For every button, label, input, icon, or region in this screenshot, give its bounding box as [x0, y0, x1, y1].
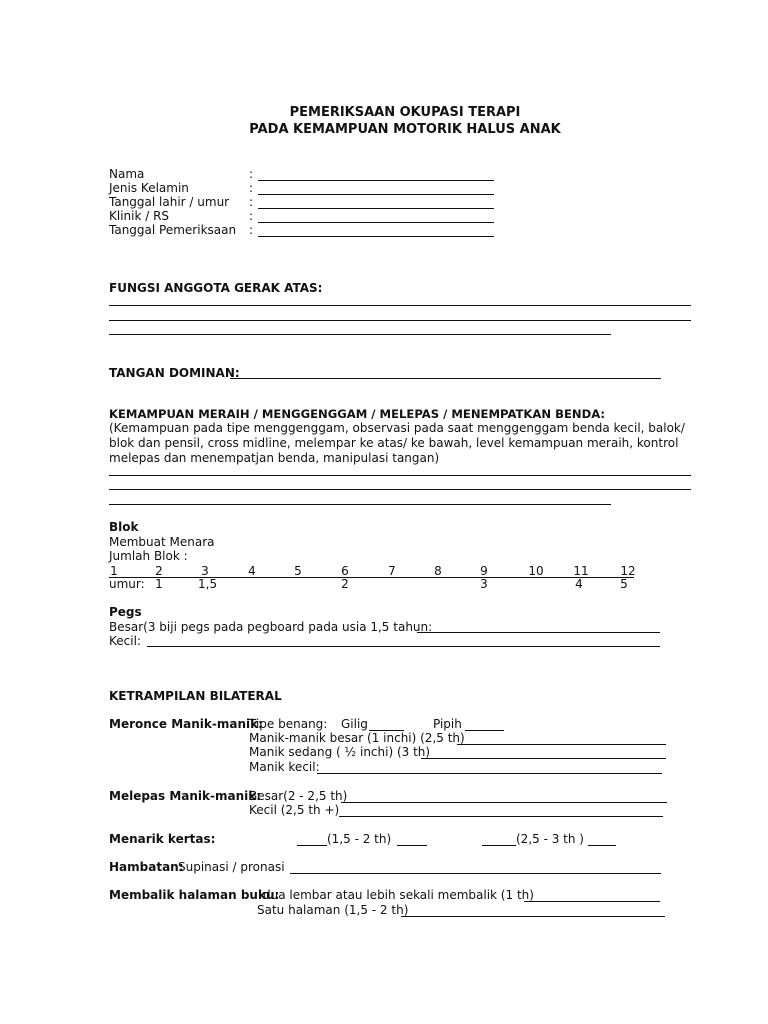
blok-count: 5	[294, 564, 302, 578]
blok-count: 7	[388, 564, 396, 578]
meronce-besar-label: Manik-manik besar (1 inchi) (2,5 th)	[249, 731, 465, 745]
field-colon: :	[249, 181, 254, 195]
melepas-label: Melepas Manik-manik:	[109, 789, 262, 803]
blok-count: 8	[434, 564, 442, 578]
tanggal-pemeriksaan-field-line[interactable]	[258, 236, 494, 237]
blok-umur-value: 2	[341, 577, 349, 591]
pegs-besar-label: Besar(3 biji pegs pada pegboard pada usia 1,5 tahun:	[109, 620, 433, 634]
meronce-kecil-label: Manik kecil:	[249, 760, 320, 774]
tangan-dominan-heading: TANGAN DOMINAN:	[109, 366, 240, 380]
meronce-kecil-line[interactable]	[317, 773, 662, 774]
melepas-kecil-line[interactable]	[339, 816, 663, 817]
menarik-label: Menarik kertas:	[109, 832, 216, 846]
pegs-heading: Pegs	[109, 605, 142, 619]
fungsi-answer-line-3[interactable]	[109, 334, 611, 335]
blok-count: 10	[528, 564, 544, 578]
blok-count: 3	[201, 564, 209, 578]
blok-umur-value: 1,5	[198, 577, 218, 591]
meronce-sedang-line[interactable]	[421, 758, 666, 759]
hambatan-line[interactable]	[290, 873, 661, 874]
hambatan-label: Hambatan:	[109, 860, 184, 874]
membalik-opt1-label: dua lembar atau lebih sekali membalik (1 th)	[263, 888, 534, 902]
menarik-opt1-post-line[interactable]	[397, 845, 427, 846]
form-title-line1: PEMERIKSAAN OKUPASI TERAPI	[289, 105, 521, 120]
menarik-opt2-label: (2,5 - 3 th )	[516, 832, 584, 846]
fungsi-answer-line-1[interactable]	[109, 305, 691, 306]
kemampuan-answer-line-1[interactable]	[109, 475, 691, 476]
field-label-tanggal-lahir: Tanggal lahir / umur	[109, 195, 230, 209]
melepas-besar-label: Besar(2 - 2,5 th)	[249, 789, 348, 803]
nama-field-line[interactable]	[258, 180, 494, 181]
field-label-klinik: Klinik / RS	[109, 209, 170, 223]
menarik-opt2-post-line[interactable]	[588, 845, 616, 846]
blok-umur-label: umur:	[109, 577, 145, 591]
hambatan-value: Supinasi / pronasi	[178, 860, 285, 874]
pegs-kecil-label: Kecil:	[109, 634, 141, 648]
meronce-pipih-line[interactable]	[465, 730, 504, 731]
membalik-label: Membalik halaman buku:	[109, 888, 280, 902]
field-label-jenis-kelamin: Jenis Kelamin	[109, 181, 189, 195]
blok-count: 2	[155, 564, 163, 578]
pegs-kecil-line[interactable]	[147, 646, 660, 647]
menarik-opt1-pre-line[interactable]	[297, 845, 327, 846]
fungsi-heading: FUNGSI ANGGOTA GERAK ATAS:	[109, 281, 323, 295]
blok-umur-value: 1	[155, 577, 163, 591]
kemampuan-answer-line-3[interactable]	[109, 504, 611, 505]
blok-sub-menara: Membuat Menara	[109, 535, 215, 549]
blok-sub-jumlah: Jumlah Blok :	[109, 549, 188, 563]
field-colon: :	[249, 195, 254, 209]
blok-count: 11	[573, 564, 589, 578]
field-colon: :	[249, 223, 254, 237]
melepas-besar-line[interactable]	[341, 802, 667, 803]
membalik-opt2-label: Satu halaman (1,5 - 2 th)	[257, 903, 409, 917]
field-colon: :	[249, 167, 254, 181]
meronce-pipih-label: Pipih	[433, 717, 462, 731]
field-colon: :	[249, 209, 254, 223]
tangan-dominan-line[interactable]	[230, 378, 661, 379]
meronce-tipe-label: Tipe benang:	[249, 717, 328, 731]
klinik-field-line[interactable]	[258, 222, 494, 223]
blok-umur-value: 3	[480, 577, 488, 591]
blok-umur-value: 5	[620, 577, 628, 591]
blok-count: 4	[248, 564, 256, 578]
blok-umur-value: 4	[575, 577, 583, 591]
form-title-line2: PADA KEMAMPUAN MOTORIK HALUS ANAK	[249, 122, 561, 137]
menarik-opt1-label: (1,5 - 2 th)	[327, 832, 392, 846]
blok-count: 1	[110, 564, 118, 578]
field-label-nama: Nama	[109, 167, 145, 181]
jenis-kelamin-field-line[interactable]	[258, 194, 494, 195]
meronce-gilig-label: Gilig	[341, 717, 368, 731]
blok-count: 12	[620, 564, 636, 578]
meronce-besar-line[interactable]	[457, 744, 666, 745]
blok-count: 6	[341, 564, 349, 578]
blok-count: 9	[480, 564, 488, 578]
meronce-label: Meronce Manik-manik:	[109, 717, 263, 731]
membalik-opt1-line[interactable]	[524, 901, 660, 902]
meronce-sedang-label: Manik sedang ( ½ inchi) (3 th)	[249, 745, 431, 759]
kemampuan-heading: KEMAMPUAN MERAIH / MENGGENGGAM / MELEPAS / MENEMPATKAN BENDA:	[109, 407, 606, 421]
pegs-besar-line[interactable]	[417, 632, 660, 633]
kemampuan-answer-line-2[interactable]	[109, 489, 691, 490]
field-label-tanggal-pemeriksaan: Tanggal Pemeriksaan	[109, 223, 237, 237]
blok-count-underline	[109, 577, 634, 578]
blok-heading: Blok	[109, 520, 139, 534]
kemampuan-description: (Kemampuan pada tipe menggenggam, observasi pada saat menggenggam benda kecil, balok/ blok dan pensil, cross midline, melempar ke atas/ ke bawah, level kemampuan meraih, kontrol melepas dan menempatjan benda, manipulasi tangan)	[109, 421, 685, 465]
bilateral-heading: KETRAMPILAN BILATERAL	[109, 689, 282, 703]
fungsi-answer-line-2[interactable]	[109, 320, 691, 321]
tanggal-lahir-field-line[interactable]	[258, 208, 494, 209]
membalik-opt2-line[interactable]	[401, 916, 665, 917]
menarik-opt2-pre-line[interactable]	[482, 845, 516, 846]
melepas-kecil-label: Kecil (2,5 th +)	[249, 803, 340, 817]
